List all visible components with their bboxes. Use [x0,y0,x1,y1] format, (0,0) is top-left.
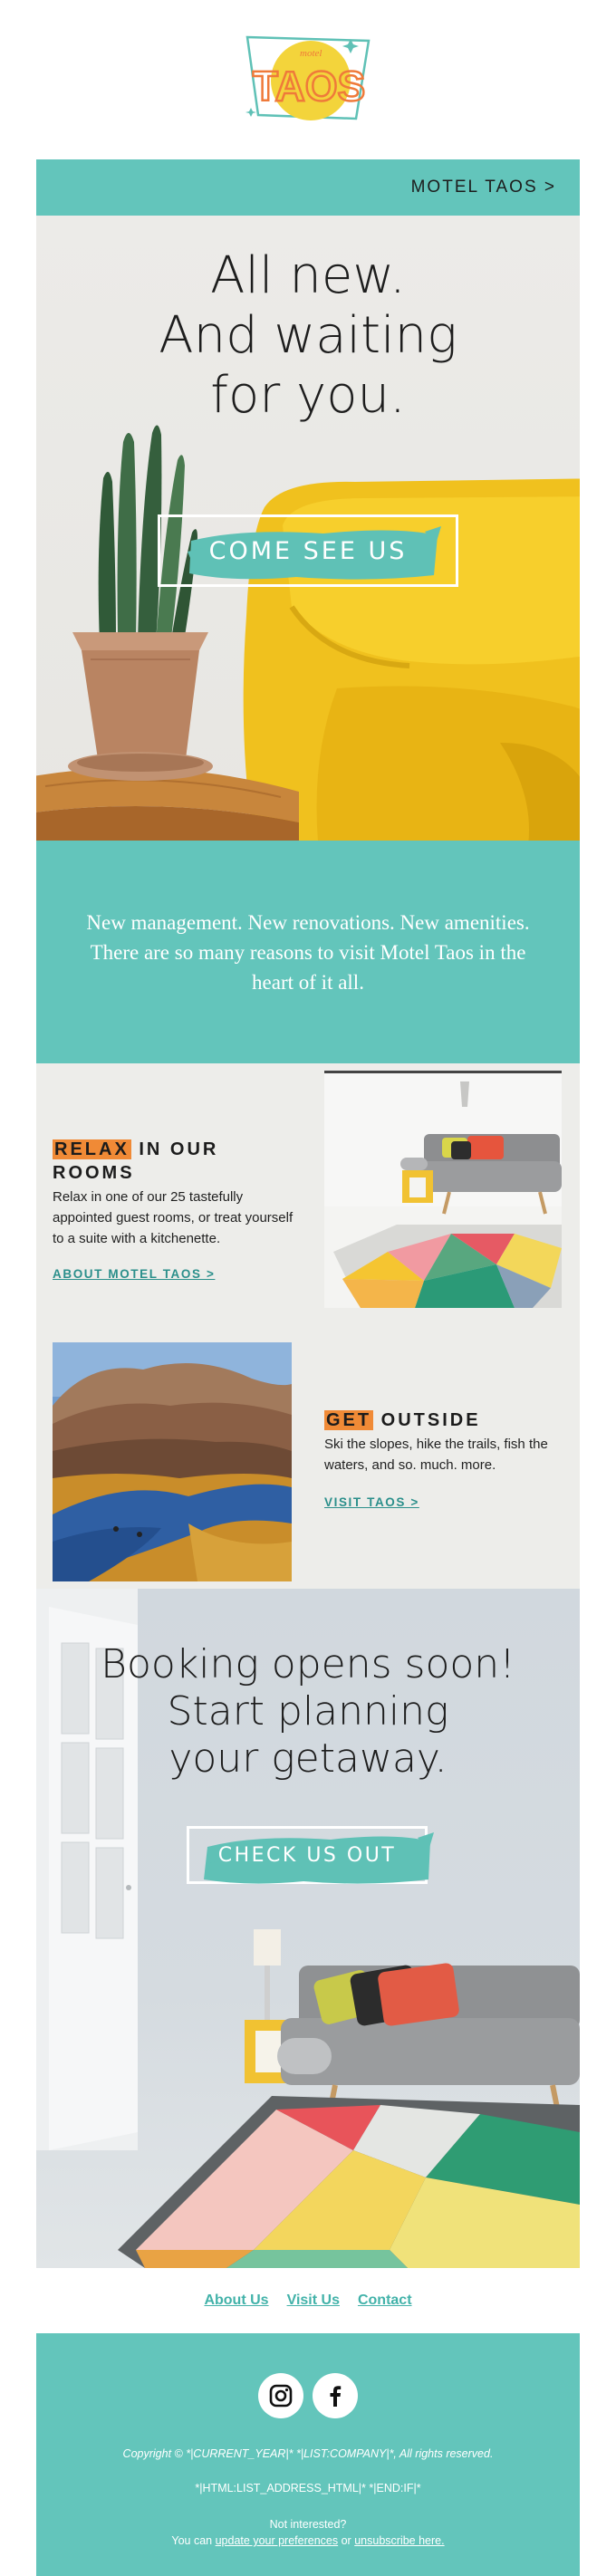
booking-title-line: your getaway. [168,1735,448,1782]
logo-graphic [240,30,376,130]
or-text: or [341,2534,351,2547]
address-merge-tag: *|HTML:LIST_ADDRESS_HTML|* *|END:IF|* [195,2482,421,2494]
motel-taos-link[interactable]: MOTEL TAOS > [410,178,556,197]
instagram-icon [268,2383,294,2408]
come-see-us-label: COME SEE US [208,536,408,565]
come-see-us-button[interactable] [158,514,458,587]
features-section [36,1063,580,1589]
about-motel-taos-link[interactable]: ABOUT MOTEL TAOS > [53,1267,216,1281]
footer [36,2333,580,2576]
hero-title-line: All new. [210,246,406,305]
check-us-out-button[interactable] [187,1826,428,1884]
check-us-out-label: CHECK US OUT [217,1843,397,1867]
instagram-link[interactable] [258,2373,303,2418]
update-preferences-link[interactable]: update your preferences [215,2534,339,2547]
not-interested-text: Not interested? [269,2518,347,2531]
logo-word: TAOS [252,62,366,110]
booking-title-line: Booking opens soon! [101,1641,515,1687]
footer-link-visit-us[interactable]: Visit Us [286,2292,340,2308]
cactus-plant-image [54,406,226,822]
copyright-text: Copyright © *|CURRENT_YEAR|* *|LIST:COMPANY|*, All rights reserved. [122,2447,494,2460]
booking-title-line: Start planning [167,1688,449,1735]
hero-title-line: for you. [210,366,406,425]
motel-taos-logo[interactable] [240,30,376,130]
intro-message-text: New management. New renovations. New amenities. There are so many reasons to visit Motel Taos in the heart of it all. [86,910,530,994]
geometric-rug-image [118,2060,580,2268]
email-container [36,159,580,2576]
river-canyon-photo [53,1342,292,1581]
feature-outside-body: Ski the slopes, hike the trails, fish the waters, and so. much. more. [324,1437,548,1473]
hero-title-line: And waiting [159,306,457,365]
booking-banner [36,1589,580,2268]
intro-message-block [36,841,580,1063]
facebook-icon [322,2383,348,2408]
hero-title [36,246,580,426]
social-links [36,2373,580,2418]
feature-rooms-body: Relax in one of our 25 tastefully appointed guest rooms, or treat yourself to a suite with a kitchenette. [53,1189,294,1246]
you-can-text: You can [171,2534,213,2547]
footer-link-contact[interactable]: Contact [357,2292,412,2308]
feature-rooms-highlight: RELAX [54,1139,130,1159]
booking-title [36,1641,580,1783]
feature-outside [324,1408,569,1511]
top-bar [36,159,580,216]
unsubscribe-link[interactable]: unsubscribe here. [354,2534,445,2547]
visit-taos-link[interactable]: VISIT TAOS > [324,1495,419,1509]
feature-rooms-heading-rest: IN OUR ROOMS [53,1139,219,1183]
footer-nav [36,2268,580,2333]
logo-small-word: motel [300,48,322,59]
logo-area [0,0,616,159]
living-room-photo [324,1071,562,1308]
unsubscribe-block [36,2516,580,2549]
feature-outside-highlight: GET [326,1410,372,1430]
facebook-link[interactable] [313,2373,358,2418]
hero-banner [36,216,580,841]
footer-link-about-us[interactable]: About Us [204,2292,269,2308]
preferences-line [36,2533,580,2549]
feature-rooms-heading [53,1138,297,1185]
feature-rooms [53,1138,297,1283]
feature-outside-heading [324,1408,569,1432]
feature-outside-heading-rest: OUTSIDE [373,1410,481,1430]
